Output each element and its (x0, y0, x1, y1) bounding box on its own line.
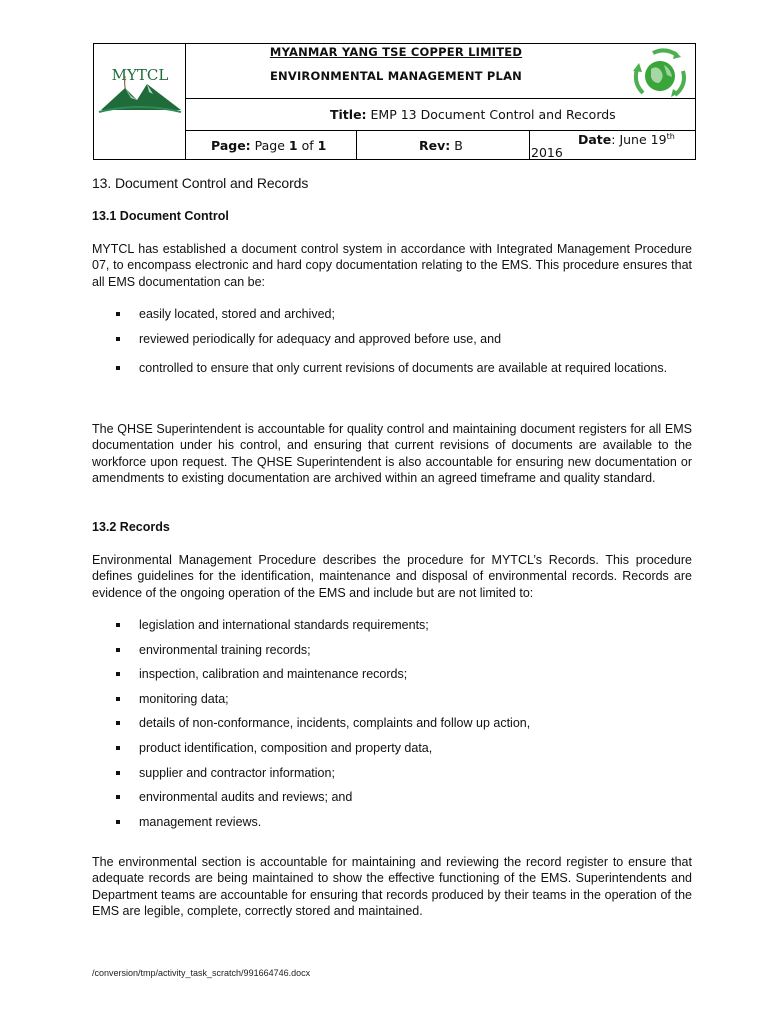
page-total: 1 (317, 138, 327, 153)
list-item: reviewed periodically for adequacy and approved before use, and (92, 331, 692, 347)
list-item: details of non-conformance, incidents, complaints and follow up action, (92, 715, 692, 731)
list-item: legislation and international standards requirements; (92, 617, 692, 633)
page-label: Page: (211, 138, 251, 153)
list-item: product identification, composition and property data, (92, 740, 692, 756)
date-suffix: th (666, 131, 675, 141)
subsection-heading-document-control: 13.1 Document Control (92, 209, 229, 223)
company-name: MYANMAR YANG TSE COPPER LIMITED (269, 45, 523, 59)
document-control-bullet-list (92, 306, 692, 381)
date-year: 2016 (531, 145, 563, 160)
list-item: management reviews. (92, 814, 692, 830)
title-value: EMP 13 Document Control and Records (366, 107, 616, 122)
paragraph-record-register-responsibility: The environmental section is accountable for maintaining and reviewing the record register to ensure that adequate records are being maintained to show the effective functioning of the EMS. Superintendents and Department teams are accountable for ensuring that records produced by their teams in the operation of the EMS are legible, complete, correctly stored and maintained. (92, 855, 692, 919)
list-item: environmental training records; (92, 642, 692, 658)
page-current: 1 (288, 138, 298, 153)
list-item: easily located, stored and archived; (92, 306, 692, 322)
list-item: inspection, calibration and maintenance records; (92, 666, 692, 682)
subsection-heading-records: 13.2 Records (92, 520, 170, 534)
recycle-globe-icon (631, 47, 689, 101)
company-header-cell (186, 44, 695, 99)
date-value: : June 19 (611, 132, 667, 147)
page-word: Page (250, 138, 289, 153)
page-cell (186, 131, 357, 159)
revision-cell (357, 131, 530, 159)
list-item: environmental audits and reviews; and (92, 789, 692, 805)
document-meta-row (186, 131, 695, 159)
paragraph-records-intro: Environmental Management Procedure describes the procedure for MYTCL’s Records. This procedure defines guidelines for the identification, maintenance and disposal of environmental records. Records are evidence of the ongoing operation of the EMS and include but are not limited to: (92, 553, 692, 600)
rev-value: B (450, 138, 463, 153)
plan-name: ENVIRONMENTAL MANAGEMENT PLAN (269, 69, 523, 83)
records-bullet-list (92, 617, 692, 830)
company-logo-cell (94, 44, 186, 159)
mytcl-logo-icon (95, 62, 185, 142)
date-cell (530, 131, 695, 159)
list-item: controlled to ensure that only current revisions of documents are available at required locations. (92, 356, 692, 381)
title-label: Title: (330, 107, 367, 122)
document-header-table (93, 43, 696, 160)
document-title-row (186, 99, 695, 131)
paragraph-qhse-responsibility: The QHSE Superintendent is accountable for quality control and maintaining document registers for all EMS documentation under his control, and ensuring that current revisions of documents are available to the workforce upon request. The QHSE Superintendent is also accountable for ensuring new documentation or amendments to existing documentation are archived within an agreed timeframe and quality standard. (92, 422, 692, 486)
list-item: monitoring data; (92, 691, 692, 707)
page-of: of (297, 138, 318, 153)
section-heading: 13. Document Control and Records (92, 175, 309, 191)
rev-label: Rev: (419, 138, 451, 153)
logo-text: MYTCL (111, 66, 169, 84)
footer-file-path: /conversion/tmp/activity_task_scratch/991664746.docx (92, 968, 311, 978)
date-label: Date (578, 132, 612, 147)
paragraph-document-control-intro: MYTCL has established a document control system in accordance with Integrated Management Procedure 07, to encompass electronic and hard copy documentation relating to the EMS. This procedure ensures that all EMS documentation can be: (92, 242, 692, 289)
list-item: supplier and contractor information; (92, 765, 692, 781)
